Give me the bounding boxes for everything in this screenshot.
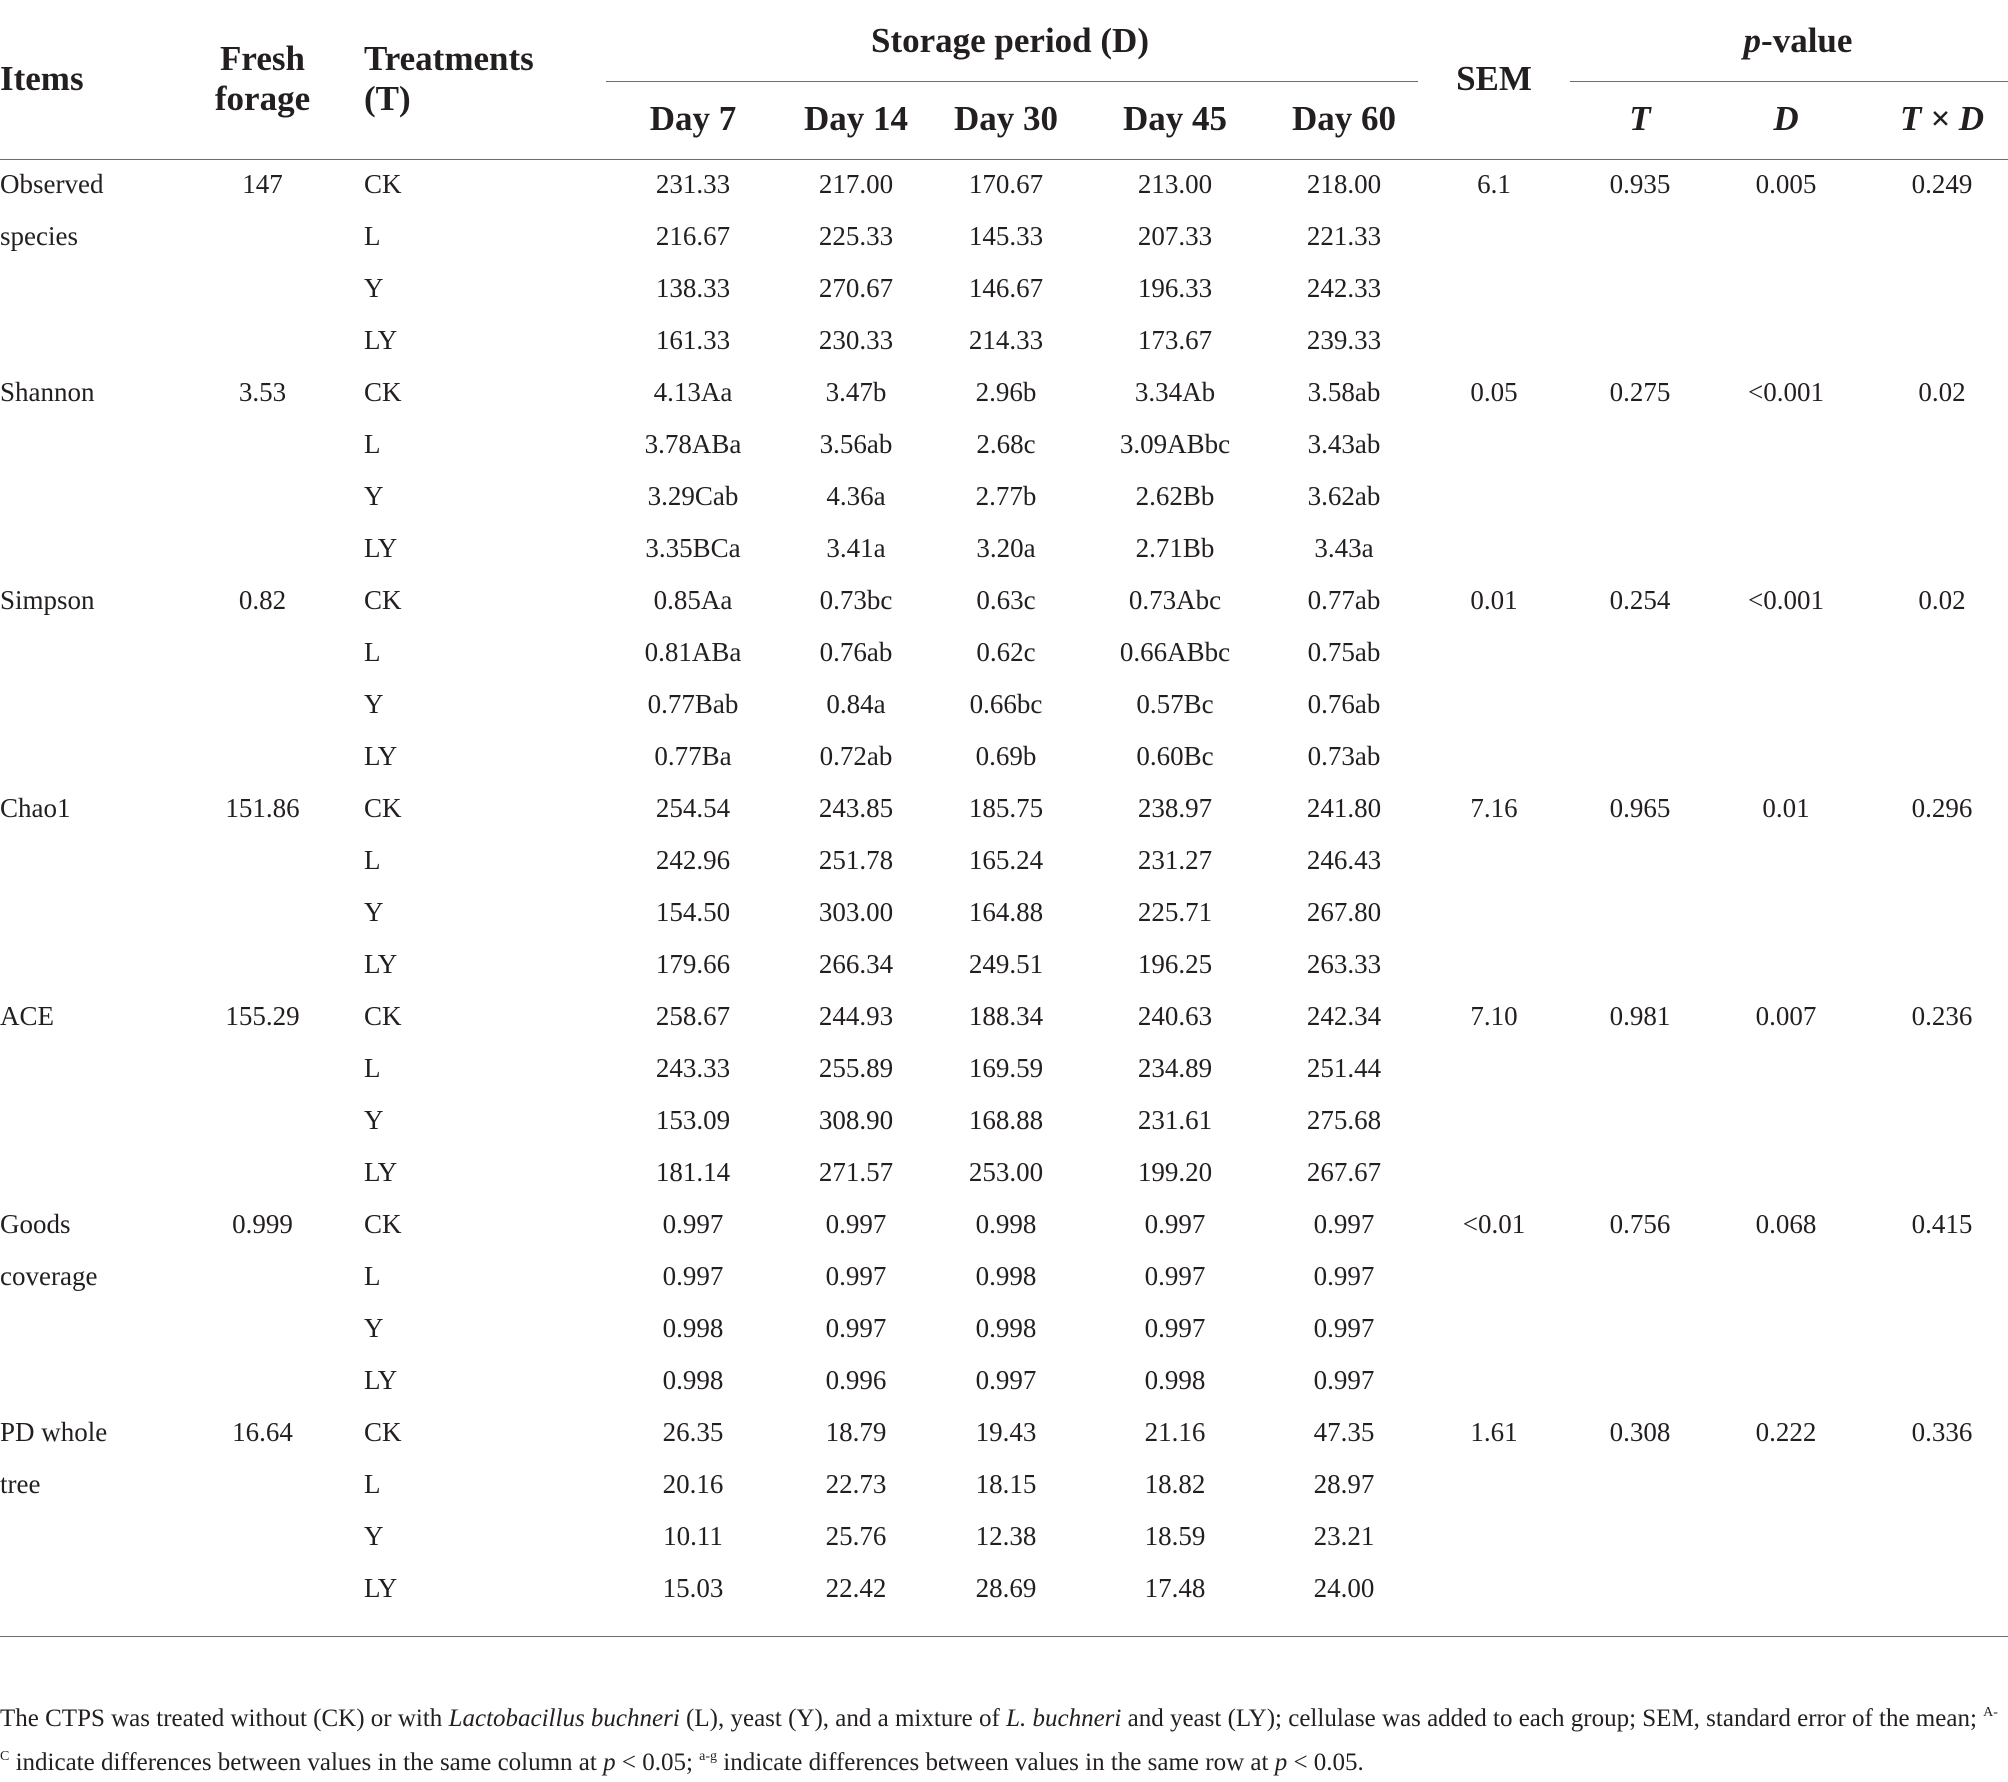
day-value: 0.81ABa: [644, 637, 742, 667]
day-value: 243.85: [818, 793, 894, 823]
table-row: [0, 684, 2008, 736]
day-value: 244.93: [818, 1001, 894, 1031]
p-txd-value: 0.415: [1911, 1209, 1973, 1239]
header-bottom-rule: [0, 159, 2008, 160]
day-value: 0.62c: [976, 637, 1036, 667]
p-d-value: <0.001: [1748, 585, 1824, 615]
day-value: 196.25: [1137, 949, 1213, 979]
day-value: 173.67: [1137, 325, 1213, 355]
treatment-label: Y: [364, 897, 384, 927]
day-value: 0.73bc: [819, 585, 893, 615]
day-value: 267.67: [1306, 1157, 1382, 1187]
day-value: 240.63: [1137, 1001, 1213, 1031]
day-value: 15.03: [662, 1573, 724, 1603]
day-value: 231.27: [1137, 845, 1213, 875]
day-value: 4.36a: [826, 481, 886, 511]
day-value: 2.77b: [975, 481, 1037, 511]
day-value: 3.58ab: [1307, 377, 1381, 407]
day-value: 0.84a: [826, 689, 886, 719]
item-label: Chao1: [0, 793, 71, 823]
footnote-text-7: < 0.05.: [1287, 1749, 1364, 1776]
day-value: 3.78ABa: [644, 429, 742, 459]
day-value: 154.50: [655, 897, 731, 927]
header-p-t: T: [1629, 99, 1651, 138]
p-d-value: 0.007: [1755, 1001, 1817, 1031]
day-value: 225.33: [818, 221, 894, 251]
table-row: [0, 320, 2008, 372]
header-p-d: D: [1773, 99, 1799, 138]
day-value: 3.41a: [826, 533, 886, 563]
day-value: 2.62Bb: [1135, 481, 1215, 511]
header-day-14: Day 14: [803, 99, 909, 138]
storage-period-rule: [606, 81, 1418, 82]
treatment-label: L: [364, 637, 381, 667]
day-value: 0.63c: [976, 585, 1036, 615]
table-row: [0, 1412, 2008, 1464]
day-value: 169.59: [968, 1053, 1044, 1083]
p-txd-value: 0.249: [1911, 169, 1973, 199]
item-label: PD whole: [0, 1417, 108, 1447]
day-value: 3.43ab: [1307, 429, 1381, 459]
day-value: 0.998: [1144, 1365, 1206, 1395]
footnote-text-6: indicate differences between values in the same row at: [717, 1749, 1275, 1776]
table-row: [0, 632, 2008, 684]
table-row: [0, 372, 2008, 424]
day-value: 2.96b: [975, 377, 1037, 407]
p-txd-value: 0.296: [1911, 793, 1973, 823]
day-value: 0.997: [662, 1261, 724, 1291]
p-txd-value: 0.02: [1918, 585, 1966, 615]
day-value: 181.14: [655, 1157, 731, 1187]
header-p-letter: p: [1743, 21, 1762, 60]
day-value: 303.00: [818, 897, 894, 927]
day-value: 18.15: [975, 1469, 1037, 1499]
table-row: [0, 1360, 2008, 1412]
day-value: 3.20a: [976, 533, 1036, 563]
table-row: [0, 944, 2008, 996]
day-value: 19.43: [975, 1417, 1037, 1447]
table-footnote: [0, 1694, 2000, 1782]
treatment-label: LY: [364, 1573, 398, 1603]
table-row: [0, 528, 2008, 580]
table-row: [0, 580, 2008, 632]
day-value: 230.33: [818, 325, 894, 355]
treatment-label: CK: [364, 169, 402, 199]
p-t-value: 0.275: [1609, 377, 1671, 407]
day-value: 3.43a: [1314, 533, 1374, 563]
day-value: 2.71Bb: [1135, 533, 1215, 563]
day-value: 3.29Cab: [647, 481, 739, 511]
day-value: 218.00: [1306, 169, 1382, 199]
day-value: 0.77Ba: [654, 741, 732, 771]
day-value: 0.997: [1313, 1365, 1375, 1395]
day-value: 146.67: [968, 273, 1044, 303]
day-value: 0.72ab: [819, 741, 893, 771]
day-value: 213.00: [1137, 169, 1213, 199]
day-value: 179.66: [655, 949, 731, 979]
footnote-species-2: L. buchneri: [1006, 1705, 1122, 1732]
day-value: 0.76ab: [819, 637, 893, 667]
header-day-7: Day 7: [649, 99, 737, 138]
day-value: 0.73Abc: [1128, 585, 1222, 615]
day-value: 231.61: [1137, 1105, 1213, 1135]
header-day-45: Day 45: [1122, 99, 1228, 138]
day-value: 22.42: [825, 1573, 887, 1603]
p-d-value: <0.001: [1748, 377, 1824, 407]
day-value: 225.71: [1137, 897, 1213, 927]
day-value: 0.77Bab: [647, 689, 739, 719]
day-value: 28.69: [975, 1573, 1037, 1603]
day-value: 4.13Aa: [653, 377, 733, 407]
day-value: 275.68: [1306, 1105, 1382, 1135]
header-day-60: Day 60: [1291, 99, 1397, 138]
day-value: 251.44: [1306, 1053, 1382, 1083]
p-value-rule: [1570, 81, 2008, 82]
day-value: 3.34Ab: [1134, 377, 1216, 407]
table-row: [0, 476, 2008, 528]
day-value: 26.35: [662, 1417, 724, 1447]
sem-value: 6.1: [1477, 169, 1511, 199]
day-value: 0.60Bc: [1136, 741, 1214, 771]
treatment-label: Y: [364, 273, 384, 303]
day-value: 0.996: [825, 1365, 887, 1395]
treatment-label: L: [364, 221, 381, 251]
day-value: 170.67: [968, 169, 1044, 199]
sem-value: 0.01: [1470, 585, 1518, 615]
day-value: 266.34: [818, 949, 894, 979]
day-value: 3.56ab: [819, 429, 893, 459]
table-row: [0, 1048, 2008, 1100]
day-value: 188.34: [968, 1001, 1044, 1031]
day-value: 221.33: [1306, 221, 1382, 251]
day-value: 0.997: [1144, 1261, 1206, 1291]
fresh-forage-value: 0.999: [232, 1209, 293, 1239]
table-row: [0, 1308, 2008, 1360]
day-value: 0.997: [1144, 1209, 1206, 1239]
day-value: 0.998: [975, 1313, 1037, 1343]
treatment-label: CK: [364, 793, 402, 823]
p-t-value: 0.308: [1609, 1417, 1671, 1447]
footnote-sup-column: A-C: [0, 1705, 1998, 1764]
day-value: 23.21: [1313, 1521, 1375, 1551]
footnote-sup-row: a-g: [699, 1749, 718, 1764]
day-value: 0.85Aa: [653, 585, 733, 615]
day-value: 267.80: [1306, 897, 1382, 927]
treatment-label: Y: [364, 689, 384, 719]
footnote-p-2: p: [1274, 1749, 1288, 1776]
day-value: 0.66ABbc: [1119, 637, 1231, 667]
treatment-label: LY: [364, 325, 398, 355]
treatment-label: Y: [364, 1521, 384, 1551]
p-txd-value: 0.236: [1911, 1001, 1973, 1031]
treatment-label: LY: [364, 949, 398, 979]
sem-value: <0.01: [1462, 1209, 1526, 1239]
day-value: 231.33: [655, 169, 731, 199]
day-value: 0.998: [975, 1209, 1037, 1239]
header-storage-period: Storage period (D): [870, 21, 1149, 60]
treatment-label: CK: [364, 1417, 402, 1447]
table-row: [0, 736, 2008, 788]
footnote-text-2: (L), yeast (Y), and a mixture of: [679, 1705, 1007, 1732]
day-value: 258.67: [655, 1001, 731, 1031]
table-bottom-rule: [0, 1636, 2008, 1637]
treatment-label: LY: [364, 1365, 398, 1395]
fresh-forage-value: 16.64: [232, 1417, 293, 1447]
table-row: [0, 164, 2008, 216]
day-value: 249.51: [968, 949, 1044, 979]
day-value: 10.11: [663, 1521, 723, 1551]
day-value: 24.00: [1313, 1573, 1375, 1603]
table-row: [0, 1204, 2008, 1256]
treatment-label: L: [364, 429, 381, 459]
item-label: Shannon: [0, 377, 95, 407]
day-value: 0.997: [1313, 1209, 1375, 1239]
table-row: [0, 840, 2008, 892]
day-value: 234.89: [1137, 1053, 1213, 1083]
day-value: 3.09ABbc: [1119, 429, 1231, 459]
day-value: 0.997: [1313, 1261, 1375, 1291]
table-row: [0, 996, 2008, 1048]
day-value: 246.43: [1306, 845, 1382, 875]
p-txd-value: 0.336: [1911, 1417, 1973, 1447]
day-value: 308.90: [818, 1105, 894, 1135]
sem-value: 7.10: [1470, 1001, 1518, 1031]
day-value: 3.62ab: [1307, 481, 1381, 511]
treatment-label: CK: [364, 585, 402, 615]
day-value: 12.38: [975, 1521, 1037, 1551]
day-value: 216.67: [655, 221, 731, 251]
treatment-label: Y: [364, 1105, 384, 1135]
day-value: 217.00: [818, 169, 894, 199]
day-value: 0.997: [825, 1313, 887, 1343]
day-value: 0.997: [825, 1261, 887, 1291]
day-value: 3.35BCa: [645, 533, 741, 563]
day-value: 242.34: [1306, 1001, 1382, 1031]
table-row: [0, 1516, 2008, 1568]
day-value: 238.97: [1137, 793, 1213, 823]
day-value: 196.33: [1137, 273, 1213, 303]
day-value: 0.998: [975, 1261, 1037, 1291]
sem-value: 1.61: [1470, 1417, 1518, 1447]
table-row: [0, 788, 2008, 840]
table-row: [0, 892, 2008, 944]
fresh-forage-value: 0.82: [238, 585, 287, 615]
header-fresh-forage-line2: forage: [214, 79, 311, 118]
footnote-species-1: Lactobacillus buchneri: [448, 1705, 680, 1732]
day-value: 0.997: [1313, 1313, 1375, 1343]
day-value: 207.33: [1137, 221, 1213, 251]
day-value: 0.73ab: [1307, 741, 1381, 771]
day-value: 28.97: [1313, 1469, 1375, 1499]
item-label-continued: species: [0, 221, 78, 251]
day-value: 21.16: [1144, 1417, 1206, 1447]
day-value: 138.33: [655, 273, 731, 303]
header-treatments: [364, 36, 534, 122]
day-value: 165.24: [968, 845, 1044, 875]
treatment-label: LY: [364, 1157, 398, 1187]
footnote-p-1: p: [603, 1749, 616, 1776]
day-value: 0.997: [825, 1209, 887, 1239]
day-value: 243.33: [655, 1053, 731, 1083]
day-value: 0.57Bc: [1136, 689, 1214, 719]
day-value: 0.76ab: [1307, 689, 1381, 719]
p-d-value: 0.222: [1755, 1417, 1817, 1447]
treatment-label: L: [364, 1261, 381, 1291]
day-value: 164.88: [968, 897, 1044, 927]
p-t-value: 0.981: [1609, 1001, 1671, 1031]
day-value: 18.82: [1144, 1469, 1206, 1499]
header-p-value: [1568, 18, 2008, 64]
day-value: 214.33: [968, 325, 1044, 355]
header-treatments-line1: Treatments: [364, 39, 534, 78]
day-value: 242.33: [1306, 273, 1382, 303]
header-treatments-line2: (T): [364, 79, 411, 118]
day-value: 263.33: [1306, 949, 1382, 979]
item-label: Simpson: [0, 585, 95, 615]
day-value: 22.73: [825, 1469, 887, 1499]
day-value: 0.77ab: [1307, 585, 1381, 615]
footnote-text-3: and yeast (LY); cellulase was added to each group; SEM, standard error of the mean;: [1121, 1705, 1984, 1732]
day-value: 2.68c: [976, 429, 1036, 459]
day-value: 271.57: [818, 1157, 894, 1187]
day-value: 25.76: [825, 1521, 887, 1551]
p-txd-value: 0.02: [1918, 377, 1966, 407]
day-value: 255.89: [818, 1053, 894, 1083]
day-value: 47.35: [1313, 1417, 1375, 1447]
header-day-30: Day 30: [953, 99, 1059, 138]
header-sem: SEM: [1456, 59, 1532, 98]
fresh-forage-value: 3.53: [238, 377, 287, 407]
item-label: ACE: [0, 1001, 54, 1031]
fresh-forage-value: 151.86: [225, 793, 300, 823]
day-value: 161.33: [655, 325, 731, 355]
table-row: [0, 1464, 2008, 1516]
sem-value: 0.05: [1470, 377, 1518, 407]
day-value: 0.75ab: [1307, 637, 1381, 667]
day-value: 270.67: [818, 273, 894, 303]
fresh-forage-value: 147: [242, 169, 283, 199]
table-row: [0, 1568, 2008, 1620]
day-value: 20.16: [662, 1469, 724, 1499]
table-row: [0, 1256, 2008, 1308]
day-value: 18.79: [825, 1417, 887, 1447]
day-value: 18.59: [1144, 1521, 1206, 1551]
day-value: 239.33: [1306, 325, 1382, 355]
treatment-label: LY: [364, 533, 398, 563]
p-t-value: 0.254: [1609, 585, 1671, 615]
sem-value: 7.16: [1470, 793, 1518, 823]
day-value: 185.75: [968, 793, 1044, 823]
day-value: 199.20: [1137, 1157, 1213, 1187]
day-value: 153.09: [655, 1105, 731, 1135]
day-value: 0.998: [662, 1365, 724, 1395]
p-t-value: 0.756: [1609, 1209, 1671, 1239]
item-label: Observed: [0, 169, 104, 199]
treatment-label: CK: [364, 1209, 402, 1239]
day-value: 241.80: [1306, 793, 1382, 823]
day-value: 3.47b: [825, 377, 887, 407]
header-items: Items: [0, 59, 84, 98]
p-t-value: 0.965: [1609, 793, 1671, 823]
day-value: 0.66bc: [969, 689, 1043, 719]
day-value: 0.997: [662, 1209, 724, 1239]
day-value: 0.997: [975, 1365, 1037, 1395]
item-label-continued: coverage: [0, 1261, 98, 1291]
day-value: 251.78: [818, 845, 894, 875]
header-fresh-forage: [190, 36, 335, 122]
treatment-label: Y: [364, 1313, 384, 1343]
table-row: [0, 268, 2008, 320]
header-p-suffix: -value: [1761, 21, 1853, 60]
day-value: 0.998: [662, 1313, 724, 1343]
day-value: 168.88: [968, 1105, 1044, 1135]
treatment-label: CK: [364, 377, 402, 407]
footnote-text-5: < 0.05;: [615, 1749, 700, 1776]
table-body: [0, 164, 2008, 1620]
p-d-value: 0.005: [1755, 169, 1817, 199]
table-row: [0, 1152, 2008, 1204]
treatment-label: Y: [364, 481, 384, 511]
treatment-label: LY: [364, 741, 398, 771]
p-d-value: 0.01: [1762, 793, 1810, 823]
p-t-value: 0.935: [1609, 169, 1671, 199]
item-label-continued: tree: [0, 1469, 41, 1499]
treatment-label: L: [364, 845, 381, 875]
day-value: 0.997: [1144, 1313, 1206, 1343]
day-value: 242.96: [655, 845, 731, 875]
fresh-forage-value: 155.29: [225, 1001, 300, 1031]
treatment-label: CK: [364, 1001, 402, 1031]
footnote-text-4: indicate differences between values in the same column at: [9, 1749, 604, 1776]
table-row: [0, 1100, 2008, 1152]
item-label: Goods: [0, 1209, 71, 1239]
header-p-txd: T × D: [1899, 99, 1985, 138]
day-value: 254.54: [655, 793, 731, 823]
day-value: 253.00: [968, 1157, 1044, 1187]
day-value: 17.48: [1144, 1573, 1206, 1603]
footnote-text-1: The CTPS was treated without (CK) or with: [0, 1705, 449, 1732]
table-row: [0, 216, 2008, 268]
day-value: 0.69b: [975, 741, 1037, 771]
treatment-label: L: [364, 1469, 381, 1499]
table-row: [0, 424, 2008, 476]
p-d-value: 0.068: [1755, 1209, 1817, 1239]
day-value: 145.33: [968, 221, 1044, 251]
treatment-label: L: [364, 1053, 381, 1083]
header-fresh-forage-line1: Fresh: [220, 39, 305, 78]
